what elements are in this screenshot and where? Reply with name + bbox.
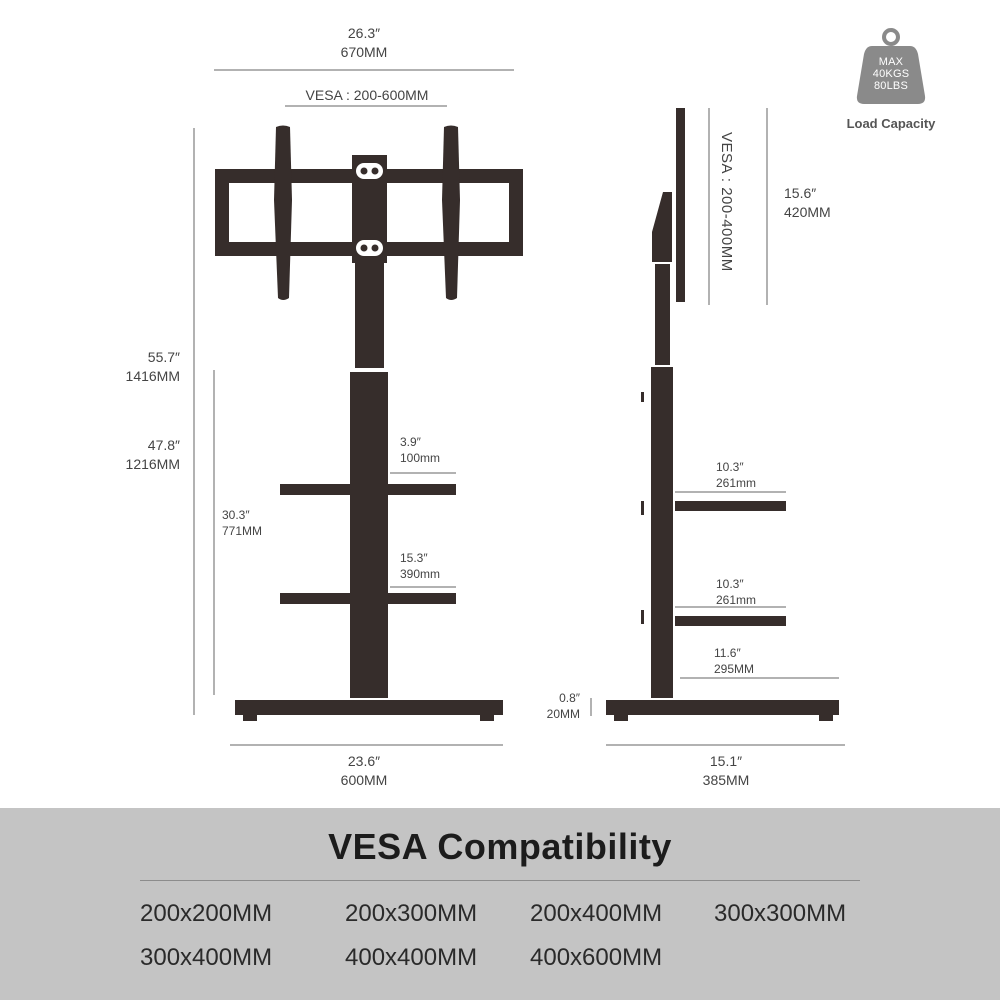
- vesa-size-item: 200x300MM: [345, 900, 478, 927]
- foot-length-label: 11.6″ 295MM: [714, 646, 755, 676]
- side-foot-right: [819, 715, 833, 721]
- side-base: [606, 700, 839, 715]
- load-capacity-text: MAX 40KGS 80LBS: [872, 56, 910, 92]
- shelf-gap-label: 30.3″ 771MM: [222, 508, 263, 538]
- width-label: 26.3″ 670MM: [340, 25, 388, 60]
- vesa-size-item: 200x400MM: [530, 900, 663, 927]
- vesa-size-item: 200x200MM: [140, 900, 273, 927]
- column-lower: [350, 372, 388, 698]
- vesa-size-item: 400x400MM: [345, 944, 478, 971]
- side-shelf-lower: [675, 616, 786, 626]
- mount-arm-left: [274, 126, 292, 301]
- vesa-size-item: 300x300MM: [714, 900, 847, 927]
- side-clip-2: [641, 501, 644, 515]
- max-height-label: 55.7″ 1416MM: [125, 349, 180, 384]
- divider: [140, 880, 860, 881]
- side-clip-3: [641, 610, 644, 624]
- min-height-label: 47.8″ 1216MM: [125, 437, 180, 472]
- base-width-label: 23.6″ 600MM: [340, 753, 388, 788]
- vesa-compatibility-title: VESA Compatibility: [328, 826, 672, 867]
- side-tilt-bracket: [652, 192, 672, 262]
- load-capacity-badge: [846, 28, 936, 138]
- front-view: [215, 126, 523, 722]
- side-foot-left: [614, 715, 628, 721]
- vesa-frame-right: [509, 169, 523, 256]
- vesa-compatibility-panel: [0, 808, 1000, 1000]
- mount-arm-right: [442, 126, 460, 301]
- side-column-upper: [655, 264, 670, 365]
- load-capacity-caption: Load Capacity: [846, 116, 936, 131]
- side-clip-1: [641, 392, 644, 402]
- vesa-size-item: 400x600MM: [530, 944, 663, 971]
- side-shelf2-label: 10.3″ 261mm: [716, 577, 757, 607]
- side-column-lower: [651, 367, 673, 698]
- base: [235, 700, 503, 715]
- vesa-frame-left: [215, 169, 229, 256]
- side-shelf-top: [675, 501, 786, 511]
- top-shelf: [280, 484, 456, 495]
- foot-left: [243, 715, 257, 721]
- lower-shelf-label: 15.3″ 390mm: [400, 551, 441, 581]
- depth-label: 15.1″ 385MM: [702, 753, 750, 788]
- lower-shelf: [280, 593, 456, 604]
- column-upper: [355, 263, 384, 368]
- vesa-size-item: 300x400MM: [140, 944, 273, 971]
- front-vesa-label: VESA : 200-600MM: [305, 87, 429, 103]
- top-shelf-label: 3.9″ 100mm: [400, 435, 441, 465]
- side-tv-panel: [676, 108, 685, 302]
- side-shelf1-label: 10.3″ 261mm: [716, 460, 757, 490]
- base-thickness-label: 0.8″ 20MM: [546, 691, 580, 721]
- side-vesa-label: VESA : 200-400MM: [718, 132, 735, 272]
- panel-height-label: 15.6″ 420MM: [784, 185, 831, 220]
- foot-right: [480, 715, 494, 721]
